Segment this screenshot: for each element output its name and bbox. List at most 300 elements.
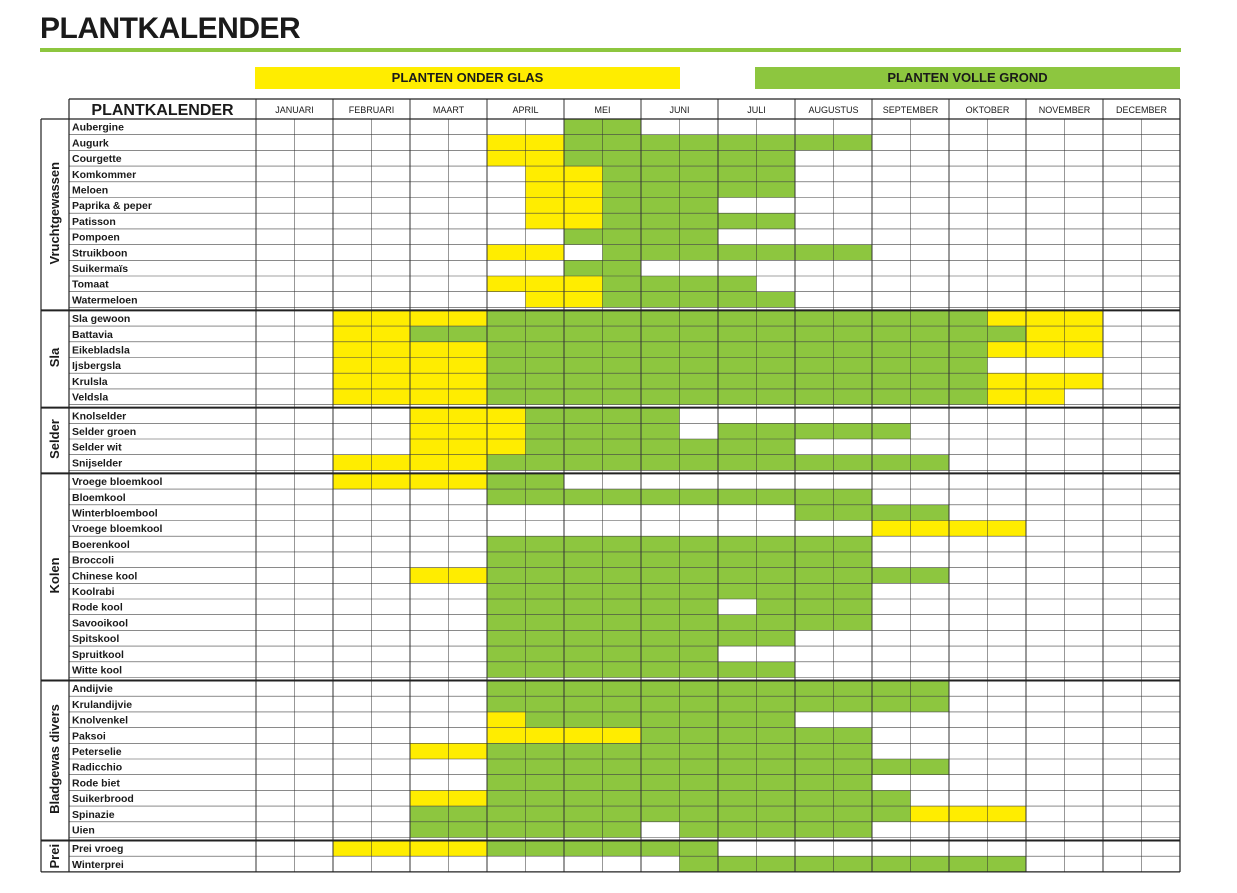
crop-name: Struikboon — [72, 247, 128, 260]
cell-ground — [872, 568, 911, 584]
cell-ground — [564, 775, 603, 791]
crop-name: Vroege bloemkool — [72, 476, 163, 489]
cell-ground — [564, 583, 603, 599]
cell-ground — [872, 310, 911, 326]
cell-glass — [911, 521, 950, 537]
cell-ground — [834, 822, 873, 838]
group-label: Bladgewas divers — [47, 704, 62, 814]
cell-ground — [911, 326, 950, 342]
cell-ground — [526, 759, 565, 775]
cell-ground — [641, 759, 680, 775]
cell-glass — [410, 389, 449, 405]
crop-name: Peterselie — [72, 746, 122, 758]
cell-ground — [564, 806, 603, 822]
month-header-mei: MEI — [594, 105, 611, 115]
cell-ground — [526, 806, 565, 822]
cell-ground — [718, 662, 757, 678]
cell-glass — [449, 373, 488, 389]
cell-ground — [526, 439, 565, 455]
cell-ground — [911, 358, 950, 374]
cell-ground — [603, 696, 642, 712]
cell-glass — [526, 213, 565, 229]
cell-ground — [949, 326, 988, 342]
crop-name: Watermeloen — [72, 294, 138, 307]
cell-ground — [564, 373, 603, 389]
cell-ground — [680, 806, 719, 822]
cell-ground — [603, 408, 642, 424]
cell-ground — [680, 822, 719, 838]
cell-ground — [526, 310, 565, 326]
cell-ground — [872, 856, 911, 872]
cell-glass — [487, 150, 526, 166]
cell-ground — [680, 552, 719, 568]
cell-ground — [911, 455, 950, 471]
cell-ground — [526, 646, 565, 662]
cell-ground — [757, 681, 796, 697]
cell-glass — [487, 135, 526, 151]
cell-ground — [757, 743, 796, 759]
cell-ground — [526, 455, 565, 471]
cell-glass — [449, 568, 488, 584]
crop-name: Witte kool — [72, 664, 123, 677]
cell-ground — [526, 423, 565, 439]
cell-glass — [410, 358, 449, 374]
cell-ground — [718, 790, 757, 806]
cell-ground — [641, 135, 680, 151]
cell-ground — [795, 681, 834, 697]
cell-ground — [718, 245, 757, 261]
cell-glass — [333, 342, 372, 358]
cell-ground — [795, 358, 834, 374]
month-header-februari: FEBRUARI — [348, 105, 395, 115]
crop-name: Spruitkool — [72, 648, 124, 661]
cell-ground — [603, 615, 642, 631]
cell-ground — [757, 856, 796, 872]
cell-glass — [564, 198, 603, 214]
crop-name: Meloen — [72, 184, 109, 197]
cell-ground — [603, 662, 642, 678]
cell-ground — [526, 358, 565, 374]
cell-glass — [1065, 326, 1104, 342]
cell-ground — [641, 150, 680, 166]
cell-ground — [834, 505, 873, 521]
cell-ground — [564, 342, 603, 358]
cell-glass — [1026, 310, 1065, 326]
cell-ground — [718, 615, 757, 631]
cell-ground — [603, 198, 642, 214]
cell-ground — [757, 790, 796, 806]
cell-ground — [487, 552, 526, 568]
cell-ground — [603, 260, 642, 276]
cell-glass — [1065, 342, 1104, 358]
cell-ground — [641, 775, 680, 791]
cell-ground — [757, 536, 796, 552]
cell-ground — [757, 759, 796, 775]
crop-name: Knolselder — [72, 410, 127, 423]
cell-ground — [680, 615, 719, 631]
cell-glass — [526, 198, 565, 214]
cell-ground — [641, 790, 680, 806]
cell-ground — [680, 182, 719, 198]
cell-ground — [911, 342, 950, 358]
cell-ground — [834, 615, 873, 631]
cell-ground — [757, 439, 796, 455]
crop-name: Suikerbrood — [72, 793, 134, 806]
crop-name: Uien — [72, 824, 95, 837]
month-header-december: DECEMBER — [1115, 105, 1168, 115]
cell-ground — [834, 806, 873, 822]
cell-ground — [757, 166, 796, 182]
cell-ground — [603, 245, 642, 261]
cell-ground — [564, 423, 603, 439]
cell-ground — [911, 696, 950, 712]
cell-ground — [526, 373, 565, 389]
cell-glass — [372, 373, 411, 389]
crop-name: Aubergine — [72, 121, 124, 134]
cell-ground — [834, 536, 873, 552]
crop-name: Paprika & peper — [72, 200, 152, 213]
crop-name: Pompoen — [72, 231, 120, 244]
cell-ground — [487, 342, 526, 358]
cell-ground — [487, 743, 526, 759]
cell-ground — [872, 389, 911, 405]
cell-glass — [1026, 342, 1065, 358]
cell-ground — [680, 841, 719, 857]
cell-glass — [333, 473, 372, 489]
cell-ground — [757, 373, 796, 389]
cell-ground — [988, 856, 1027, 872]
crop-name: Selder wit — [72, 441, 122, 454]
cell-ground — [949, 358, 988, 374]
cell-glass — [487, 408, 526, 424]
cell-ground — [795, 728, 834, 744]
cell-ground — [564, 841, 603, 857]
cell-glass — [372, 310, 411, 326]
cell-glass — [449, 455, 488, 471]
cell-ground — [603, 166, 642, 182]
cell-ground — [757, 292, 796, 308]
cell-ground — [718, 292, 757, 308]
cell-glass — [410, 342, 449, 358]
cell-ground — [795, 135, 834, 151]
cell-ground — [487, 536, 526, 552]
cell-ground — [795, 536, 834, 552]
cell-ground — [680, 599, 719, 615]
cell-glass — [449, 439, 488, 455]
cell-ground — [526, 696, 565, 712]
cell-ground — [603, 630, 642, 646]
crop-name: Spinazie — [72, 808, 115, 821]
cell-ground — [526, 743, 565, 759]
cell-glass — [449, 389, 488, 405]
crop-name: Selder groen — [72, 426, 137, 438]
cell-ground — [603, 229, 642, 245]
cell-ground — [949, 389, 988, 405]
cell-ground — [949, 856, 988, 872]
cell-ground — [641, 408, 680, 424]
cell-ground — [487, 473, 526, 489]
cell-ground — [795, 583, 834, 599]
cell-ground — [526, 408, 565, 424]
cell-glass — [988, 310, 1027, 326]
cell-ground — [603, 439, 642, 455]
cell-ground — [680, 213, 719, 229]
crop-name: Krulsla — [72, 375, 108, 388]
cell-glass — [1026, 326, 1065, 342]
cell-ground — [487, 568, 526, 584]
cell-glass — [372, 473, 411, 489]
cell-ground — [641, 646, 680, 662]
cell-ground — [718, 568, 757, 584]
cell-glass — [333, 455, 372, 471]
cell-ground — [872, 358, 911, 374]
cell-ground — [718, 455, 757, 471]
cell-ground — [795, 759, 834, 775]
cell-glass — [449, 841, 488, 857]
cell-ground — [680, 696, 719, 712]
cell-ground — [564, 489, 603, 505]
cell-ground — [795, 505, 834, 521]
cell-ground — [680, 292, 719, 308]
cell-ground — [603, 342, 642, 358]
cell-ground — [603, 583, 642, 599]
cell-glass — [526, 292, 565, 308]
cell-ground — [680, 276, 719, 292]
cell-ground — [564, 408, 603, 424]
crop-name: Veldsla — [72, 391, 109, 404]
cell-ground — [795, 743, 834, 759]
cell-glass — [410, 743, 449, 759]
cell-ground — [718, 358, 757, 374]
cell-ground — [757, 326, 796, 342]
cell-ground — [564, 536, 603, 552]
crop-name: Vroege bloemkool — [72, 523, 163, 536]
cell-ground — [834, 759, 873, 775]
cell-ground — [526, 775, 565, 791]
cell-ground — [603, 743, 642, 759]
cell-glass — [449, 408, 488, 424]
cell-ground — [834, 342, 873, 358]
cell-glass — [949, 521, 988, 537]
cell-glass — [449, 423, 488, 439]
crop-name: Winterprei — [72, 858, 124, 871]
cell-ground — [718, 806, 757, 822]
cell-ground — [410, 326, 449, 342]
page-title: PLANTKALENDER — [40, 12, 301, 45]
group-label: Sla — [47, 347, 62, 368]
cell-glass — [988, 373, 1027, 389]
cell-ground — [564, 119, 603, 135]
crop-name: Broccoli — [72, 554, 115, 567]
cell-ground — [487, 790, 526, 806]
cell-ground — [526, 841, 565, 857]
cell-ground — [949, 373, 988, 389]
cell-ground — [680, 790, 719, 806]
cell-glass — [410, 455, 449, 471]
cell-ground — [718, 182, 757, 198]
cell-ground — [603, 822, 642, 838]
cell-ground — [834, 696, 873, 712]
cell-glass — [410, 310, 449, 326]
cell-glass — [410, 439, 449, 455]
cell-ground — [834, 358, 873, 374]
cell-glass — [603, 728, 642, 744]
cell-ground — [872, 696, 911, 712]
cell-ground — [603, 568, 642, 584]
month-header-april: APRIL — [512, 105, 539, 115]
cell-ground — [872, 681, 911, 697]
cell-glass — [526, 182, 565, 198]
cell-ground — [795, 310, 834, 326]
cell-ground — [834, 489, 873, 505]
crop-name: Patisson — [72, 215, 116, 228]
cell-ground — [564, 646, 603, 662]
cell-glass — [988, 521, 1027, 537]
cell-ground — [603, 213, 642, 229]
cell-ground — [718, 712, 757, 728]
cell-ground — [834, 135, 873, 151]
cell-ground — [795, 790, 834, 806]
cell-ground — [526, 630, 565, 646]
cell-ground — [641, 276, 680, 292]
cell-ground — [872, 806, 911, 822]
cell-glass — [333, 310, 372, 326]
cell-glass — [564, 166, 603, 182]
cell-ground — [603, 423, 642, 439]
cell-glass — [372, 389, 411, 405]
cell-ground — [988, 326, 1027, 342]
cell-ground — [872, 373, 911, 389]
cell-ground — [487, 389, 526, 405]
cell-ground — [526, 536, 565, 552]
cell-glass — [410, 790, 449, 806]
cell-ground — [757, 552, 796, 568]
cell-ground — [564, 681, 603, 697]
cell-ground — [603, 276, 642, 292]
cell-ground — [718, 489, 757, 505]
cell-glass — [564, 213, 603, 229]
cell-ground — [641, 389, 680, 405]
cell-ground — [641, 358, 680, 374]
cell-ground — [718, 423, 757, 439]
cell-ground — [680, 310, 719, 326]
cell-ground — [949, 310, 988, 326]
cell-ground — [603, 599, 642, 615]
cell-ground — [641, 198, 680, 214]
cell-glass — [526, 728, 565, 744]
cell-ground — [911, 856, 950, 872]
crop-name: Suikermaïs — [72, 263, 129, 275]
cell-glass — [1026, 373, 1065, 389]
cell-ground — [872, 790, 911, 806]
cell-ground — [680, 712, 719, 728]
cell-ground — [718, 166, 757, 182]
cell-ground — [872, 342, 911, 358]
cell-glass — [372, 342, 411, 358]
cell-ground — [680, 389, 719, 405]
cell-ground — [718, 150, 757, 166]
crop-name: Snijselder — [72, 457, 123, 470]
cell-ground — [680, 150, 719, 166]
cell-ground — [487, 681, 526, 697]
cell-ground — [718, 373, 757, 389]
cell-glass — [333, 841, 372, 857]
crop-name: Chinese kool — [72, 570, 138, 583]
cell-ground — [680, 373, 719, 389]
cell-glass — [872, 521, 911, 537]
cell-ground — [718, 213, 757, 229]
table-header-label: PLANTKALENDER — [91, 102, 234, 119]
cell-glass — [333, 373, 372, 389]
cell-ground — [834, 373, 873, 389]
cell-ground — [757, 423, 796, 439]
cell-ground — [603, 775, 642, 791]
crop-name: Rode kool — [72, 601, 123, 614]
cell-ground — [564, 568, 603, 584]
cell-ground — [564, 135, 603, 151]
cell-ground — [564, 389, 603, 405]
cell-glass — [410, 841, 449, 857]
cell-ground — [487, 615, 526, 631]
cell-ground — [641, 423, 680, 439]
cell-glass — [911, 806, 950, 822]
cell-ground — [564, 310, 603, 326]
cell-ground — [872, 326, 911, 342]
cell-ground — [641, 489, 680, 505]
cell-ground — [526, 568, 565, 584]
cell-glass — [487, 245, 526, 261]
month-header-juni: JUNI — [669, 105, 690, 115]
cell-glass — [564, 182, 603, 198]
group-label: Vruchtgewassen — [47, 161, 62, 265]
cell-ground — [757, 135, 796, 151]
cell-ground — [641, 583, 680, 599]
crop-name: Krulandijvie — [72, 698, 133, 711]
legend-glass: PLANTEN ONDER GLAS — [255, 67, 680, 89]
cell-ground — [564, 822, 603, 838]
group-label: Selder — [47, 419, 62, 459]
cell-ground — [564, 630, 603, 646]
cell-ground — [834, 856, 873, 872]
cell-ground — [795, 455, 834, 471]
cell-ground — [680, 630, 719, 646]
cell-glass — [564, 728, 603, 744]
month-header-oktober: OKTOBER — [965, 105, 1010, 115]
cell-ground — [718, 342, 757, 358]
cell-ground — [564, 615, 603, 631]
cell-glass — [410, 408, 449, 424]
cell-ground — [834, 326, 873, 342]
cell-ground — [603, 310, 642, 326]
month-header-augustus: AUGUSTUS — [808, 105, 859, 115]
cell-ground — [757, 630, 796, 646]
cell-ground — [757, 728, 796, 744]
cell-ground — [680, 342, 719, 358]
cell-glass — [487, 712, 526, 728]
cell-glass — [526, 166, 565, 182]
cell-ground — [564, 150, 603, 166]
cell-ground — [641, 806, 680, 822]
cell-ground — [603, 135, 642, 151]
cell-ground — [757, 583, 796, 599]
crop-name: Rode biet — [72, 777, 120, 790]
cell-ground — [834, 775, 873, 791]
cell-ground — [603, 759, 642, 775]
cell-glass — [1065, 310, 1104, 326]
cell-ground — [795, 489, 834, 505]
cell-ground — [834, 681, 873, 697]
crop-name: Sla gewoon — [72, 313, 131, 326]
